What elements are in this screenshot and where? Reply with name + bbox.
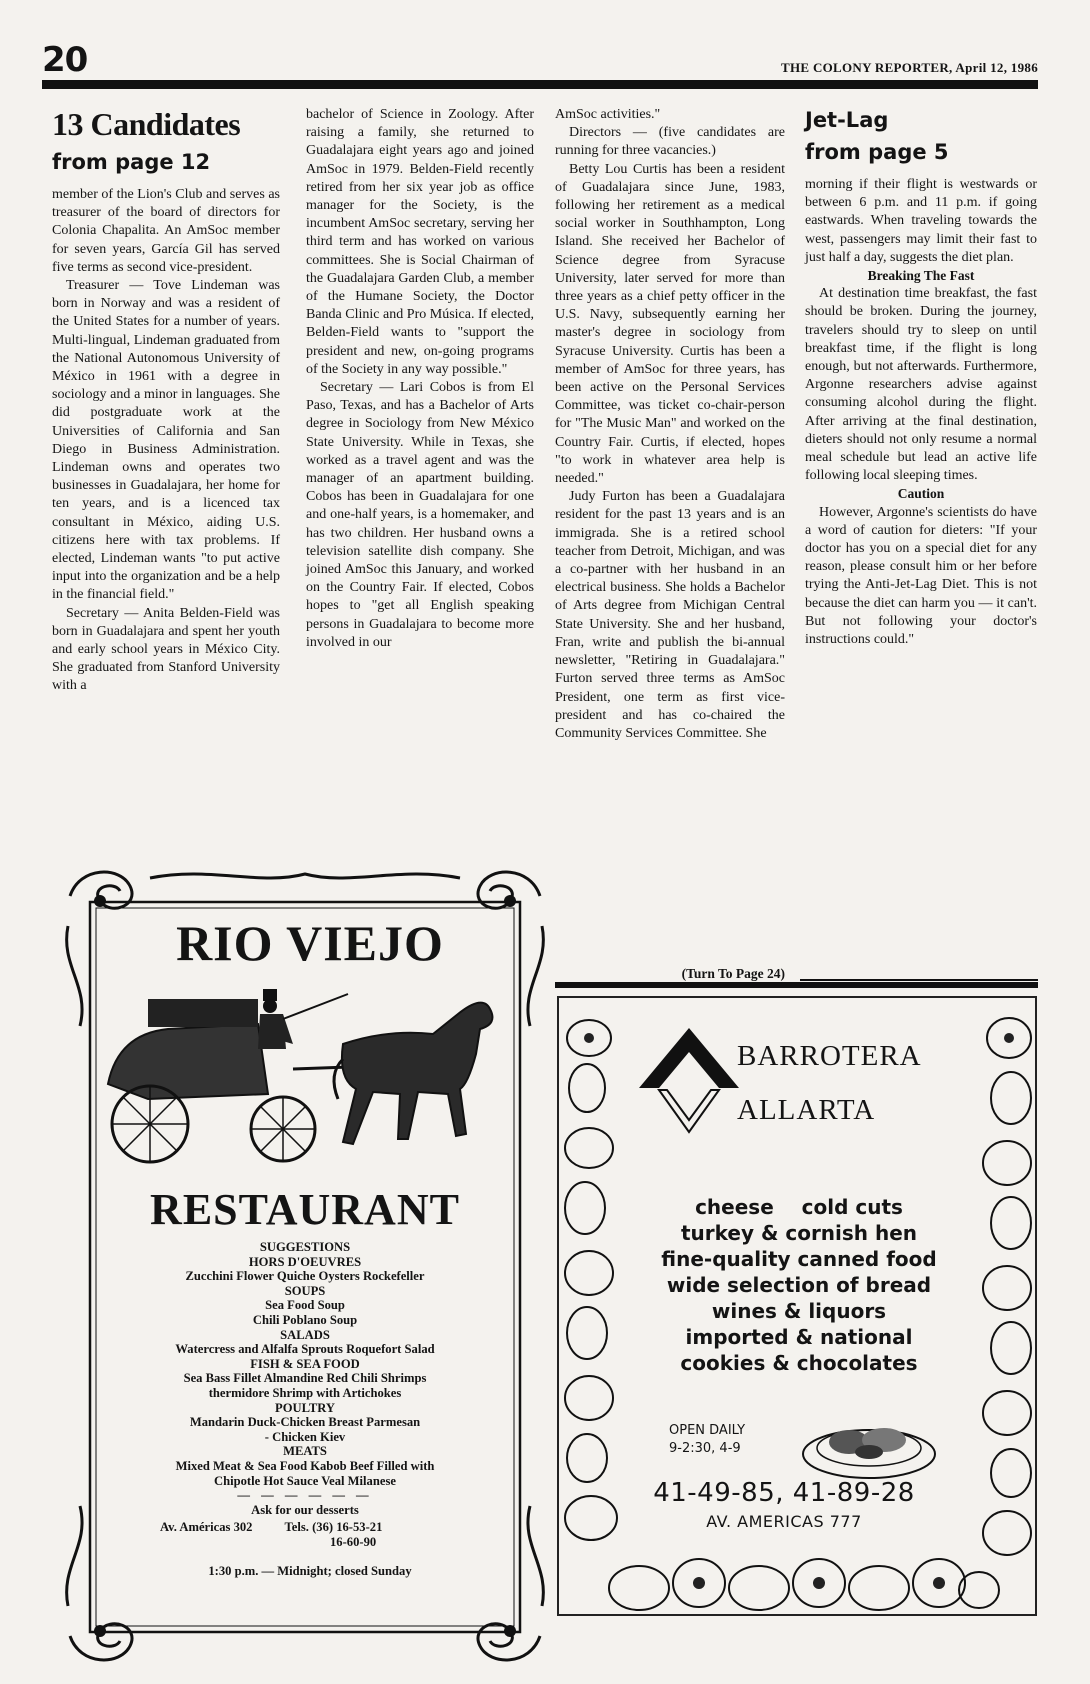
menu-line: SALADS [280,1327,330,1342]
jetlag-subhead: from page 5 [805,140,949,164]
jetlag-end-rule [800,979,1038,981]
product-line: wide selection of bread [666,1273,932,1297]
open-daily-label: OPEN DAILY [669,1423,746,1438]
menu-line: Zucchini Flower Quiche Oysters Rockefeller [185,1269,425,1284]
article-paragraph: bachelor of Science in Zoology. After raising a family, she returned to Guadalajara eight years ago and joined AmSoc in 1979. Belden-Field recently retired from her six year job as office manager for the Society, is the incumbent AmSoc secretary, serving her third term and has worked on various committees. She is Social Chairman of the Guadalajara Garden Club, a member of the Humane Society, the Doctor Banda Clinic and Pro Música. If elected, Belden-Field wants to "support the president and new, on-going programs of the Society in any way possible." [306,107,534,377]
menu-line: Chipotle Hot Sauce Veal Milanese [214,1473,396,1488]
article-paragraph: morning if their flight is westwards or between 6 p.m. and 11 p.m. if going eastwards. When traveling towards the west, passengers may limit their fast to just half a day, suggests the diet plan. [805,177,1037,265]
product-line: turkey & cornish hen [680,1221,918,1245]
vallarta-name: ALLARTA [737,1094,876,1126]
article-paragraph: member of the Lion's Club and serves as treasurer of the board of directors for Colonia Chapalita. An AmSoc member for seven years, García Gil has served five terms as second vice-president. [52,187,280,275]
candidates-headline: 13 Candidates [52,106,241,142]
menu-line: Chili Poblano Soup [252,1312,358,1327]
menu-line: Watercress and Alfalfa Sprouts Roquefort Salad [175,1342,435,1357]
restaurant-title: RESTAURANT [150,1185,460,1234]
product-line: cookies & chocolates [680,1351,918,1375]
article-paragraph: Judy Furton has been a Guadalajara resident for the past 13 years and is an immigrada. She is a retired school teacher from Detroit, Michigan, and was a co-partner with her husband in an electrical business. She holds a Bachelor of Arts degree from Michigan Central State University. She and her husband, Fran, write and publish the bi-annual newsletter, "Retiring in Guadalajara." Furton served three terms as AmSoc President, one term as first vice-president and has co-chaired the Community Services Committee. She [555,489,785,741]
article-paragraph: AmSoc activities." [555,107,661,122]
menu-line: MEATS [283,1444,327,1459]
menu-line: POULTRY [275,1400,335,1415]
article-paragraph: Treasurer — Tove Lindeman was born in Norway and was a resident of the United States for a number of years. Multi-lingual, Lindeman graduated from the National Autonomous University of México in 1961 with a degree in sociology and a minor in languages. She did postgraduate work at the Universities of California and San Diego in Business Administration. Lindeman owns and operates two businesses in Guadalajara, her home for ten years, and is a licenced tax consultant in México, aiding U.S. citizens here with tax problems. If elected, Lindeman wants "to put active input into the organization and be a help in the financial field." [52,278,280,603]
abarrotera-phone: 41-49-85, 41-89-28 [653,1478,915,1508]
horse-carriage-icon [88,974,528,1174]
candidates-column-3 [555,106,785,743]
menu-line: FISH & SEA FOOD [250,1356,360,1371]
masthead: THE COLONY REPORTER, April 12, 1986 [781,60,1038,75]
jetlag-column [805,106,1037,649]
article-paragraph: At destination time breakfast, the fast should be broken. During the journey, travelers should try to sleep on until breakfast time, if the flight is long enough, but not afterwards. Furthermore, Argonne researchers advise against consuming alcohol during the flight. After arriving at the final destination, dieters should not only resume a normal meal schedule but lead an active life following local sleeping times. [805,286,1037,484]
menu-divider: — — — — — — [237,1488,373,1503]
rio-address: Av. Américas 302 [160,1520,253,1534]
jetlag-headline: Jet-Lag [805,108,889,132]
article-paragraph: Secretary — Anita Belden-Field was born in Guadalajara and spent her youth and early school years in México City. She graduated from Stanford University with a [52,605,280,694]
abarrotera-address: AV. AMERICAS 777 [706,1512,862,1531]
section-heading: Caution [897,486,945,502]
article-paragraph: However, Argonne's scientists do have a word of caution for dieters: "If your doctor has you on a special diet for any reason, please consult him or her before trying the Anti-Jet-Lag Diet. This is not because the diet can harm you — it can't. But not following your doctor's instructions could." [805,504,1037,648]
menu-line: SUGGESTIONS [259,1240,351,1254]
top-rule [42,80,1038,89]
rio-phones: Tels. (36) 16-53-21 [284,1520,383,1534]
menu-line: Mandarin Duck-Chicken Breast Parmesan [189,1415,421,1430]
rio-contact [100,1520,520,1579]
rio-viejo-title: RIO VIEJO [176,915,444,971]
rio-menu [100,1240,510,1517]
candidates-column-1 [52,106,280,696]
menu-line: Sea Bass Fillet Almandine Red Chili Shrimps [183,1371,427,1386]
menu-line: Sea Food Soup [265,1298,345,1313]
menu-line: SOUPS [284,1283,326,1298]
menu-line: thermidore Shrimp with Artichokes [208,1385,402,1400]
page-number: 20 [42,40,88,80]
menu-line: Mixed Meat & Sea Food Kabob Beef Filled with [175,1458,435,1473]
opening-hours [669,1422,745,1458]
abarrotera-name: BARROTERA [737,1040,922,1072]
rio-address-row [100,1520,520,1535]
menu-line: HORS D'OEUVRES [248,1254,362,1269]
a-v-logo-icon [639,1028,739,1138]
abarrotera-vallarta-ad [557,996,1037,1616]
section-heading: Breaking The Fast [867,268,975,284]
product-line: wines & liquors [711,1299,887,1323]
rio-viejo-ad [60,866,550,1666]
article-paragraph: Betty Lou Curtis has been a resident of Guadalajara since June, 1983, following her retirement as a medical social worker in Southhampton, Long Island. She received her Bachelor of Science degree from Syracuse University, later served for more than three years as a chief petty officer in the U.S. Navy, subsequently earning her master's degree in sociology from Syracuse University. Curtis has been a member of AmSoc for three years, has been active on the Personal Services Committee, was ticket co-chair-person for "The Music Man" and worked on the Country Fair. Curtis, if elected, hopes "to work in whatever area help is needed." [555,161,785,487]
open-daily-hours: 9-2:30, 4-9 [669,1441,741,1456]
candidates-column-2 [306,106,534,652]
article-paragraph: Directors — (five candidates are running for three vacancies.) [555,125,785,159]
product-list [629,1194,969,1376]
menu-line: - Chicken Kiev [264,1429,346,1444]
rio-phones-2: 16-60-90 [330,1535,377,1549]
food-platter-icon [799,1412,939,1482]
candidates-subhead: from page 12 [52,150,211,174]
product-line: imported & national [685,1325,913,1349]
turn-to-page: (Turn To Page 24) [681,966,785,981]
product-line: fine-quality canned food [661,1247,937,1271]
product-line: cheese cold cuts [695,1195,903,1219]
rio-hours: 1:30 p.m. — Midnight; closed Sunday [208,1564,412,1578]
mid-rule [555,982,1038,988]
article-paragraph: Secretary — Lari Cobos is from El Paso, Texas, and has a Bachelor of Arts degree in Sociology from New México State University. While in Texas, she worked as a travel agent and was the manager of an apartment building. Cobos has been in Guadalajara for one and one-half years, is a homemaker, and has two children. Her husband owns a television satellite dish company. She joined AmSoc this January, and worked on the Country Fair. If elected, Cobos hopes to "get all English speaking persons in Guadalajara to become more involved in our [306,380,534,650]
dessert-line: Ask for our desserts [251,1502,359,1517]
